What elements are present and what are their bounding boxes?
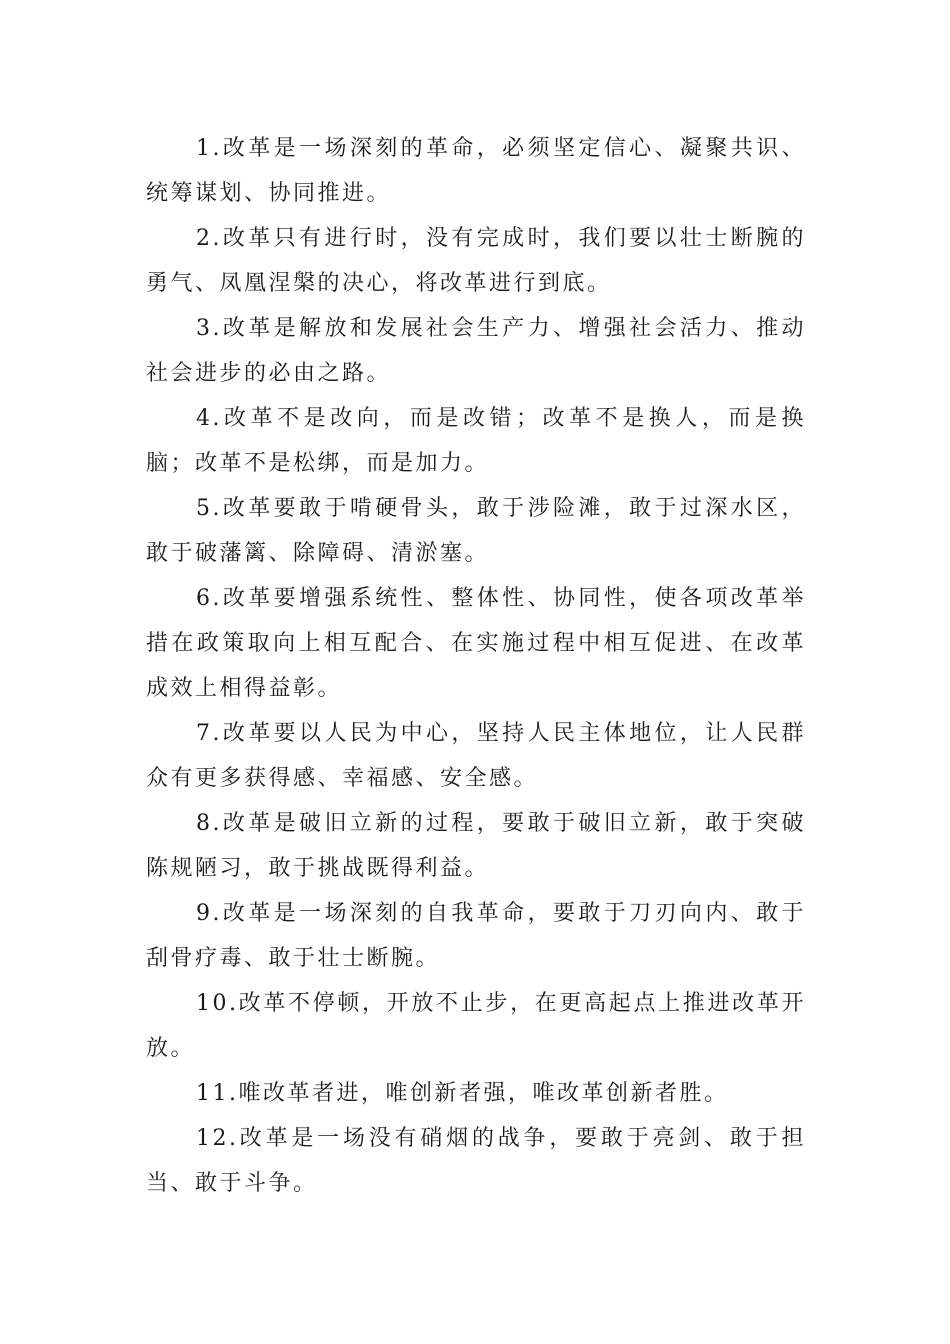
paragraph-9: 9.改革是一场深刻的自我革命，要敢于刀刃向内、敢于刮骨疗毒、敢于壮士断腕。 xyxy=(146,901,806,971)
paragraph-12: 12.改革是一场没有硝烟的战争，要敢于亮剑、敢于担当、敢于斗争。 xyxy=(146,1126,806,1196)
paragraph-4: 4.改革不是改向，而是改错；改革不是换人，而是换脑；改革不是松绑，而是加力。 xyxy=(146,406,806,476)
paragraph-1: 1.改革是一场深刻的革命，必须坚定信心、凝聚共识、统筹谋划、协同推进。 xyxy=(146,136,806,206)
document-body xyxy=(146,126,806,1206)
paragraph-8: 8.改革是破旧立新的过程，要敢于破旧立新，敢于突破陈规陋习，敢于挑战既得利益。 xyxy=(146,811,806,881)
paragraph-3: 3.改革是解放和发展社会生产力、增强社会活力、推动社会进步的必由之路。 xyxy=(146,316,806,386)
paragraph-5: 5.改革要敢于啃硬骨头，敢于涉险滩，敢于过深水区，敢于破藩篱、除障碍、清淤塞。 xyxy=(146,496,806,566)
paragraph-7: 7.改革要以人民为中心，坚持人民主体地位，让人民群众有更多获得感、幸福感、安全感。 xyxy=(146,721,806,791)
paragraph-11: 11.唯改革者进，唯创新者强，唯改革创新者胜。 xyxy=(196,1081,729,1106)
paragraph-10: 10.改革不停顿，开放不止步，在更高起点上推进改革开放。 xyxy=(146,991,806,1061)
paragraph-6: 6.改革要增强系统性、整体性、协同性，使各项改革举措在政策取向上相互配合、在实施过程中相互促进、在改革成效上相得益彰。 xyxy=(146,586,806,701)
paragraph-2: 2.改革只有进行时，没有完成时，我们要以壮士断腕的勇气、凤凰涅槃的决心，将改革进行到底。 xyxy=(146,226,806,296)
